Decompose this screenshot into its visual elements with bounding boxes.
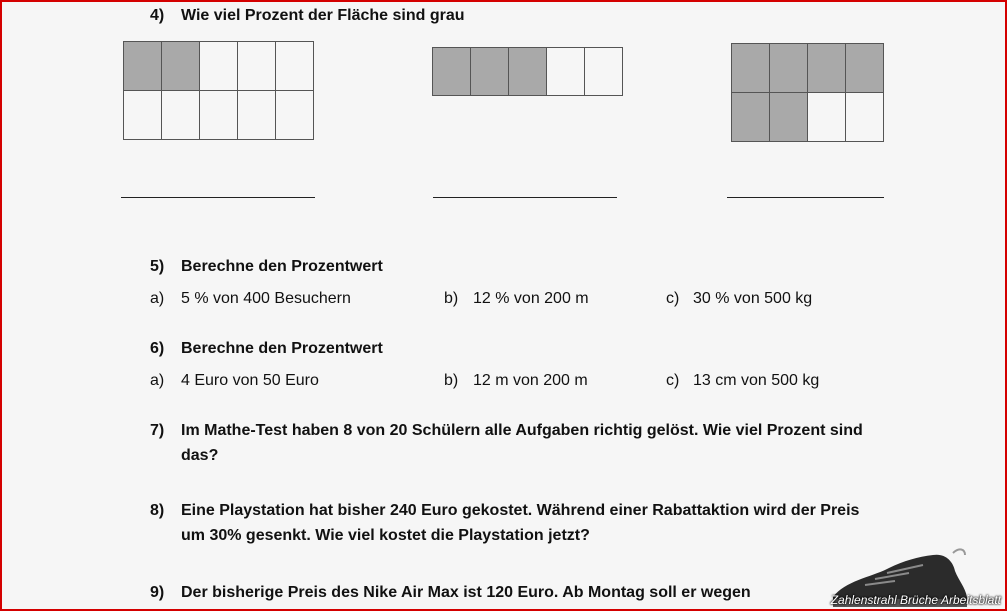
- shaded-cell: [770, 93, 808, 142]
- q5-a-label: a): [150, 290, 165, 307]
- q6-number: 6): [150, 340, 165, 357]
- area-grid-1: [123, 41, 314, 140]
- shaded-cell: [770, 44, 808, 93]
- q7-line-2: das?: [181, 447, 219, 464]
- shaded-cell: [732, 44, 770, 93]
- empty-cell: [547, 48, 585, 96]
- shaded-cell: [808, 44, 846, 93]
- q6-a-text: 4 Euro von 50 Euro: [181, 372, 319, 389]
- worksheet: [2, 2, 1005, 609]
- shaded-cell: [471, 48, 509, 96]
- shaded-cell: [124, 42, 162, 91]
- q8-line-2: um 30% gesenkt. Wie viel kostet die Playstation jetzt?: [181, 527, 590, 544]
- empty-cell: [238, 42, 276, 91]
- watermark-text: Zahlenstrahl Brüche Arbeitsblatt: [830, 593, 1001, 607]
- empty-cell: [808, 93, 846, 142]
- answer-line-1: [121, 197, 315, 198]
- shaded-cell: [846, 44, 884, 93]
- empty-cell: [276, 91, 314, 140]
- shaded-cell: [509, 48, 547, 96]
- q6-c-text: 13 cm von 500 kg: [693, 372, 820, 389]
- q4-number: 4): [150, 7, 165, 24]
- empty-cell: [276, 42, 314, 91]
- q8-number: 8): [150, 502, 165, 519]
- q4-title: Wie viel Prozent der Fläche sind grau: [181, 7, 465, 24]
- q6-title: Berechne den Prozentwert: [181, 340, 383, 357]
- q7-number: 7): [150, 422, 165, 439]
- area-grid-3: [731, 43, 884, 142]
- empty-cell: [238, 91, 276, 140]
- empty-cell: [162, 91, 200, 140]
- empty-cell: [846, 93, 884, 142]
- q5-b-text: 12 % von 200 m: [473, 290, 589, 307]
- area-grid-2: [432, 47, 623, 96]
- answer-line-3: [727, 197, 884, 198]
- empty-cell: [200, 42, 238, 91]
- q6-b-text: 12 m von 200 m: [473, 372, 588, 389]
- q5-c-label: c): [666, 290, 680, 307]
- q6-b-label: b): [444, 372, 459, 389]
- empty-cell: [585, 48, 623, 96]
- empty-cell: [200, 91, 238, 140]
- q9-number: 9): [150, 584, 165, 601]
- q5-a-text: 5 % von 400 Besuchern: [181, 290, 351, 307]
- shaded-cell: [162, 42, 200, 91]
- q6-c-label: c): [666, 372, 680, 389]
- q5-c-text: 30 % von 500 kg: [693, 290, 813, 307]
- shaded-cell: [433, 48, 471, 96]
- q9-line-1: Der bisherige Preis des Nike Air Max ist 120 Euro. Ab Montag soll er wegen: [181, 584, 751, 601]
- q6-a-label: a): [150, 372, 165, 389]
- q5-b-label: b): [444, 290, 459, 307]
- q5-title: Berechne den Prozentwert: [181, 258, 383, 275]
- q7-line-1: Im Mathe-Test haben 8 von 20 Schülern alle Aufgaben richtig gelöst. Wie viel Prozent sind: [181, 422, 863, 439]
- q8-line-1: Eine Playstation hat bisher 240 Euro gekostet. Während einer Rabattaktion wird der Preis: [181, 502, 860, 519]
- shaded-cell: [732, 93, 770, 142]
- empty-cell: [124, 91, 162, 140]
- q5-number: 5): [150, 258, 165, 275]
- answer-line-2: [433, 197, 617, 198]
